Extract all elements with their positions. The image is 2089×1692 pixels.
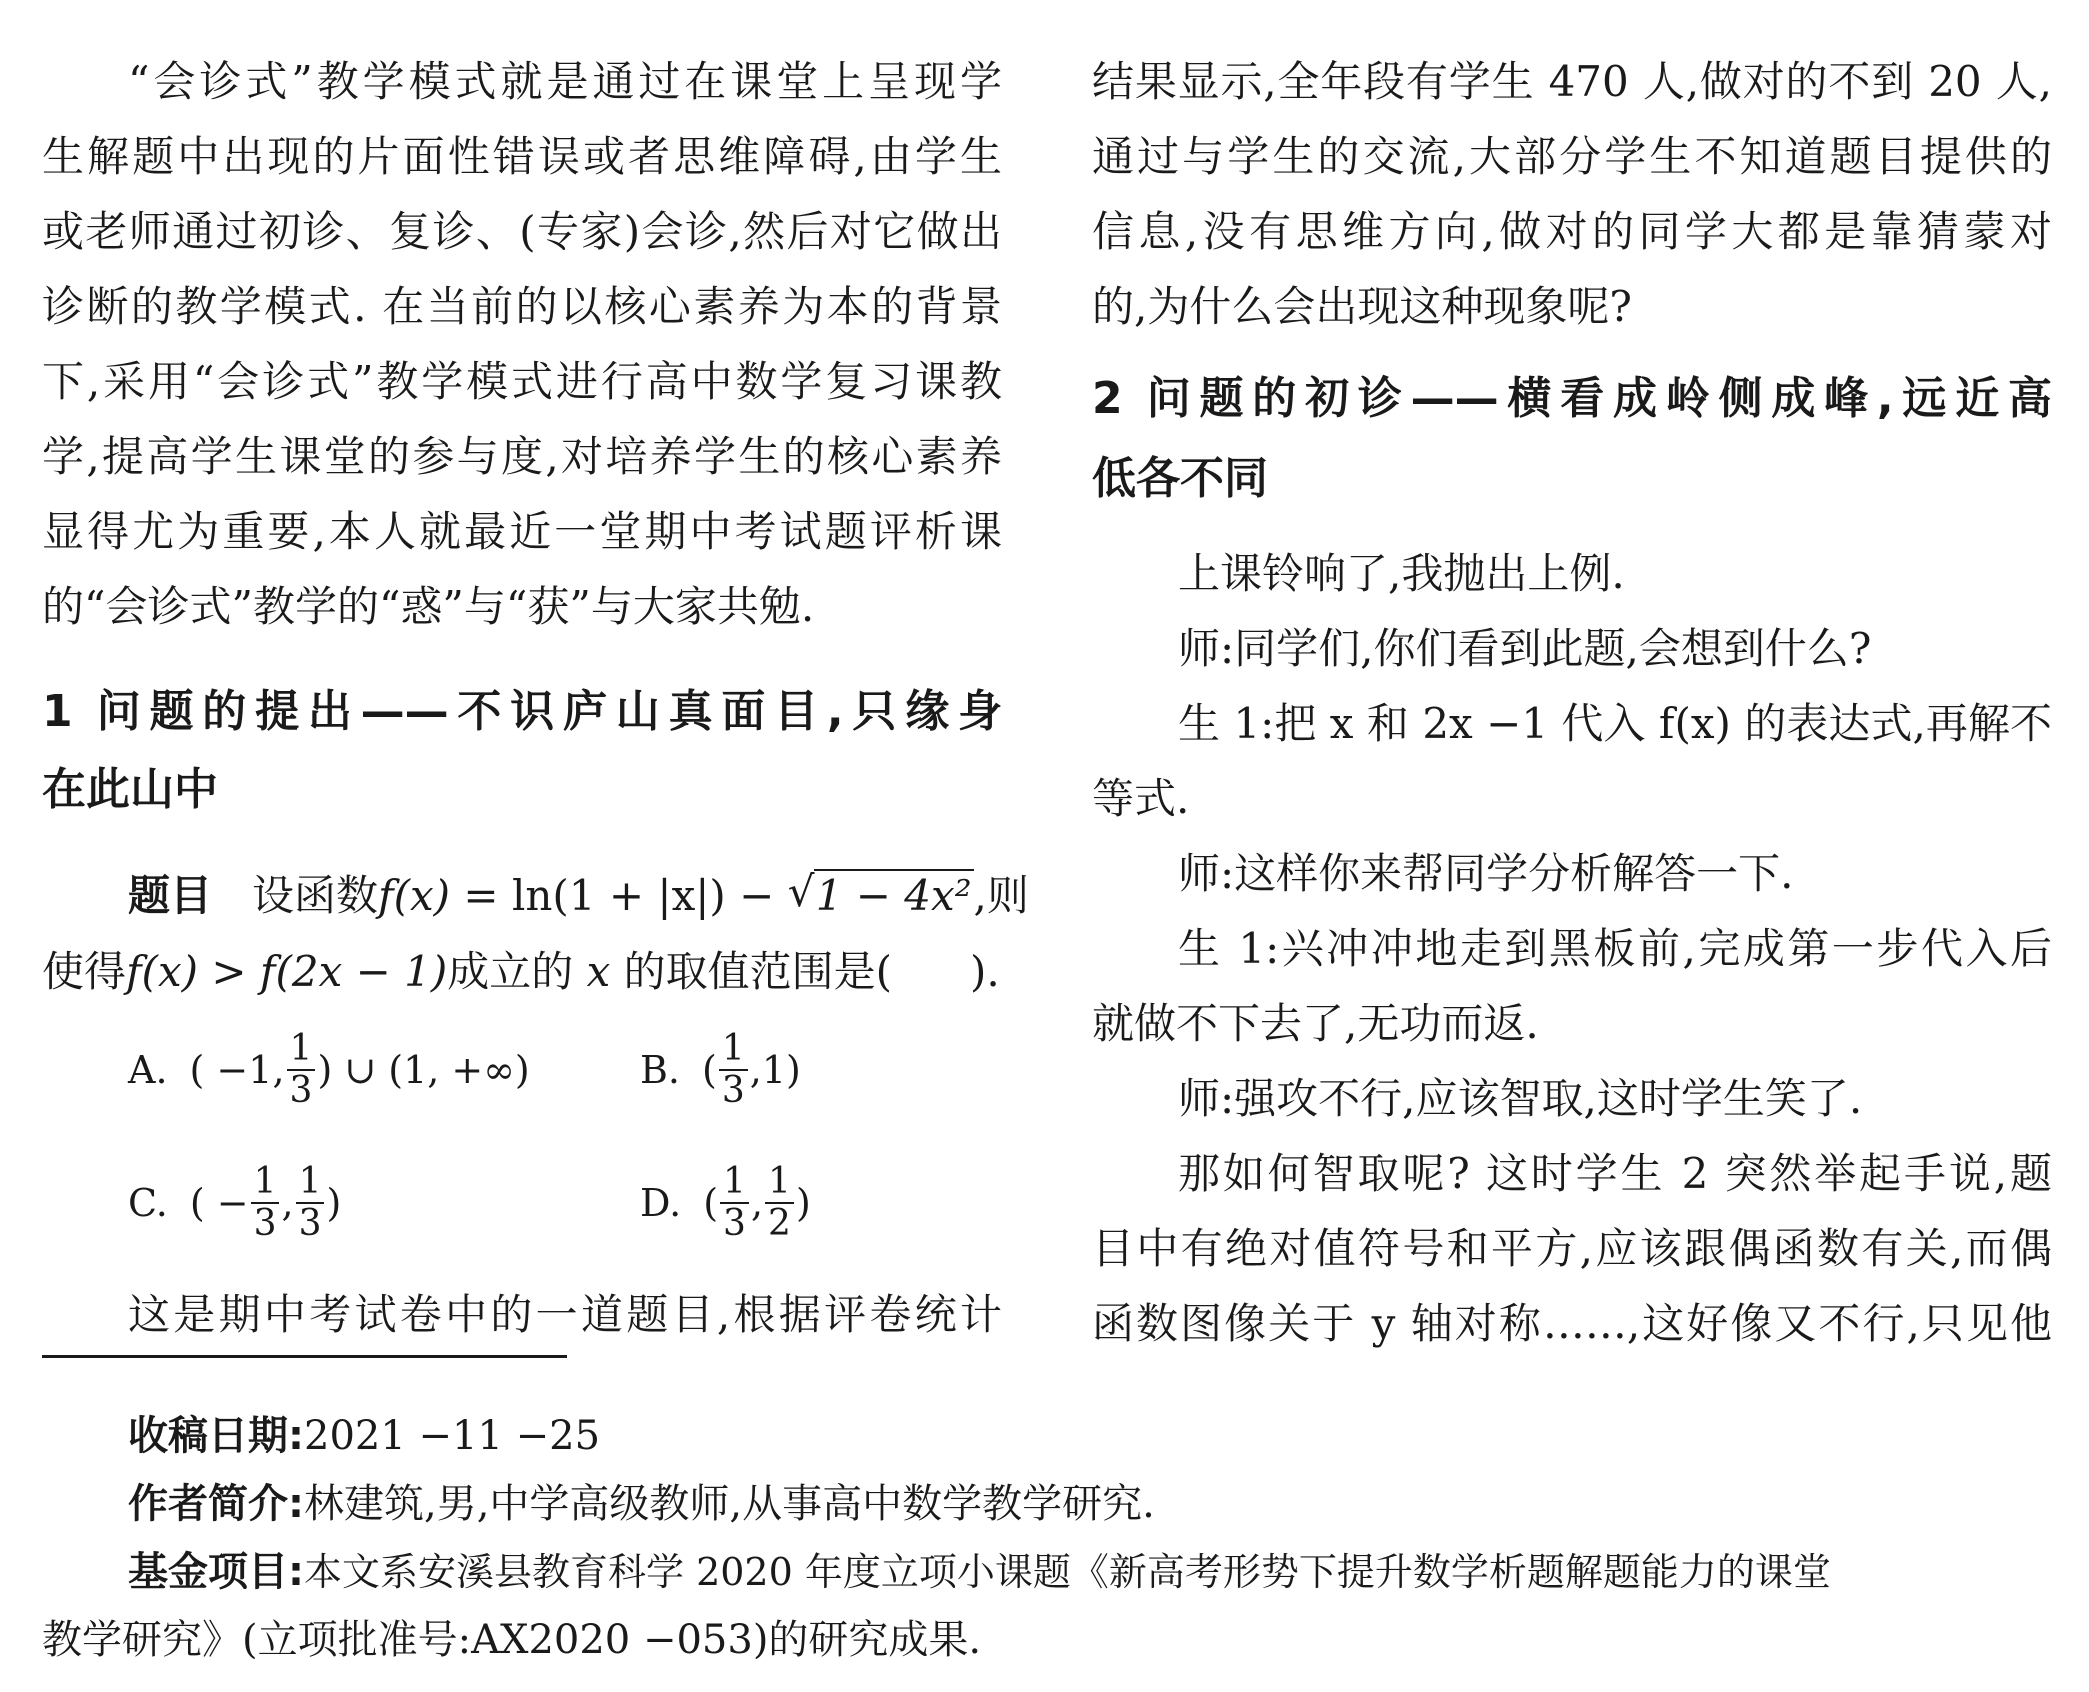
section-1-heading-line-1: 1 问题的提出——不识庐山真面目,只缘身: [42, 686, 1002, 737]
problem-text: 设函数: [252, 871, 379, 920]
problem-line-2: 使得f(x) > f(2x − 1)成立的 x 的取值范围是( ).: [42, 947, 1000, 996]
dialog-line-3: 生 1:把 x 和 2x −1 代入 f(x) 的表达式,再解不: [1178, 699, 2052, 748]
dialog-line-4: 等式.: [1092, 774, 1190, 823]
fraction: $\frac{1}{3}$: [720, 1162, 749, 1244]
dialog-line-11: 函数图像关于 y 轴对称……,这好像又不行,只见他: [1092, 1299, 2052, 1348]
problem-tail: ,则: [973, 871, 1029, 920]
footnote-author: 作者简介:林建筑,男,中学高级教师,从事高中数学教学研究.: [128, 1481, 1155, 1527]
dialog-line-1: 上课铃响了,我抛出上例.: [1178, 549, 1625, 598]
intro-line-3: 或老师通过初诊、复诊、(专家)会诊,然后对它做出: [42, 207, 1002, 256]
dialog-line-10: 目中有绝对值符号和平方,应该跟偶函数有关,而偶: [1092, 1224, 2052, 1273]
choice-b: B. ( $\frac{1}{3}$ ,1): [640, 1028, 801, 1111]
footnote-fund-line-2: 教学研究》(立项批准号:AX2020 −053)的研究成果.: [42, 1617, 982, 1663]
intro-line-5: 下,采用“会诊式”教学模式进行高中数学复习课教: [42, 357, 1002, 406]
fraction: $\frac{1}{3}$: [296, 1162, 325, 1244]
footnote-received: 收稿日期:2021 −11 −25: [128, 1413, 601, 1459]
fraction: $\frac{1}{3}$: [287, 1029, 316, 1111]
fraction: $\frac{1}{2}$: [765, 1162, 794, 1244]
footnote-divider: [42, 1355, 567, 1358]
section-2-heading-line-2: 低各不同: [1092, 453, 1268, 504]
function-f: f(x): [378, 871, 451, 920]
inequality: f(x) > f(2x − 1): [126, 947, 448, 996]
problem-equation: = ln(1 + |x|) −: [450, 871, 788, 920]
intro-line-2: 生解题中出现的片面性错误或者思维障碍,由学生: [42, 132, 1002, 181]
intro-line-7: 显得尤为重要,本人就最近一堂期中考试题评析课: [42, 507, 1002, 556]
dialog-line-6: 生 1:兴冲冲地走到黑板前,完成第一步代入后: [1178, 924, 2052, 973]
dialog-line-7: 就做不下去了,无功而返.: [1092, 999, 1539, 1048]
dialog-line-8: 师:强攻不行,应该智取,这时学生笑了.: [1178, 1074, 1863, 1123]
intro-line-4: 诊断的教学模式. 在当前的以核心素养为本的背景: [42, 282, 1002, 331]
choice-d: D. ( $\frac{1}{3}$ , $\frac{1}{2}$ ): [640, 1161, 811, 1244]
cont-line-1: 结果显示,全年段有学生 470 人,做对的不到 20 人,: [1092, 57, 2052, 106]
paragraph-after-choices: 这是期中考试卷中的一道题目,根据评卷统计: [128, 1290, 1002, 1339]
section-1-heading-line-2: 在此山中: [42, 764, 218, 815]
problem-label: 题目: [128, 871, 213, 920]
footnote-fund-line-1: 基金项目:本文系安溪县教育科学 2020 年度立项小课题《新高考形势下提升数学析题解题能力的课堂: [128, 1549, 1831, 1595]
choice-a: A. ( −1, $\frac{1}{3}$ ) ∪ (1, +∞): [128, 1028, 530, 1111]
sqrt-expression: √ 1 − 4x²: [787, 867, 972, 920]
cont-line-4: 的,为什么会出现这种现象呢?: [1092, 282, 1632, 331]
intro-line-6: 学,提高学生课堂的参与度,对培养学生的核心素养: [42, 432, 1002, 481]
dialog-line-5: 师:这样你来帮同学分析解答一下.: [1178, 849, 1794, 898]
cont-line-3: 信息,没有思维方向,做对的同学大都是靠猜蒙对: [1092, 207, 2052, 256]
dialog-line-2: 师:同学们,你们看到此题,会想到什么?: [1178, 624, 1872, 673]
dialog-line-9: 那如何智取呢? 这时学生 2 突然举起手说,题: [1178, 1149, 2052, 1198]
intro-line-1: “会诊式”教学模式就是通过在课堂上呈现学: [128, 57, 1002, 106]
fraction: $\frac{1}{3}$: [719, 1029, 748, 1111]
intro-line-8: 的“会诊式”教学的“惑”与“获”与大家共勉.: [42, 582, 815, 631]
cont-line-2: 通过与学生的交流,大部分学生不知道题目提供的: [1092, 132, 2052, 181]
problem-line-1: [128, 867, 1029, 920]
fraction: $\frac{1}{3}$: [251, 1162, 280, 1244]
choice-c: C. ( − $\frac{1}{3}$ , $\frac{1}{3}$ ): [128, 1161, 342, 1244]
section-2-heading-line-1: 2 问题的初诊——横看成岭侧成峰,远近高: [1092, 373, 2052, 424]
